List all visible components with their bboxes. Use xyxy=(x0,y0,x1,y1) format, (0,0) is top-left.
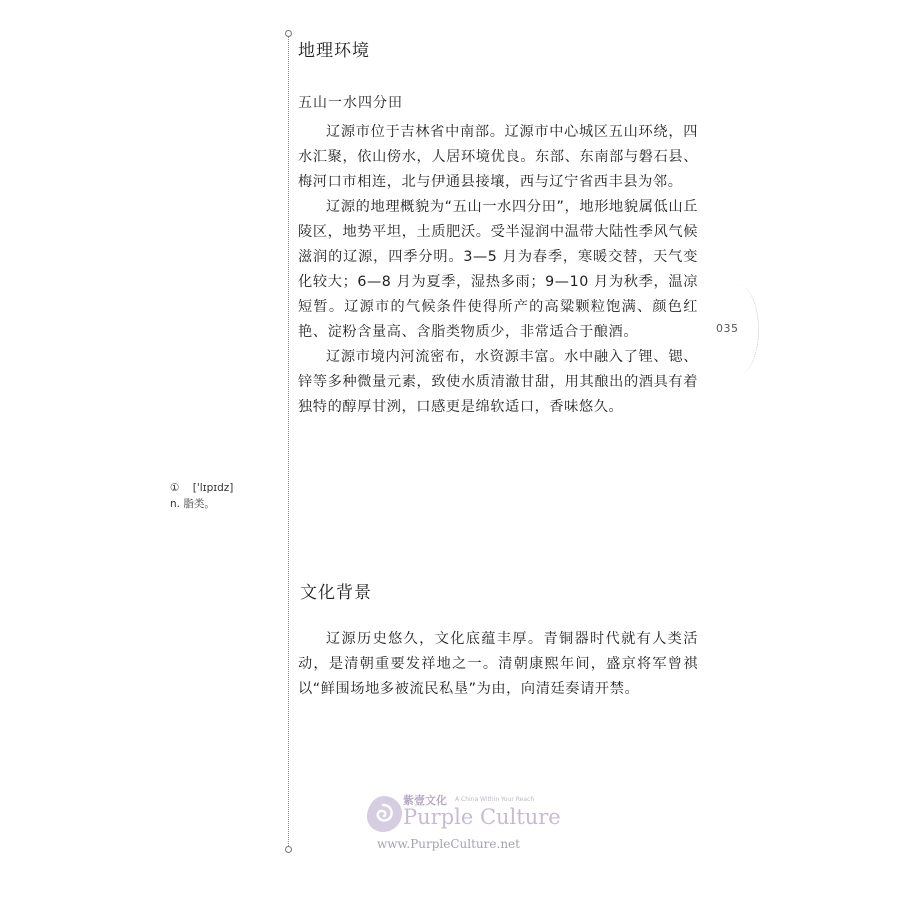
watermark-english: Purple Culture xyxy=(403,805,561,829)
watermark-url: www.PurpleCulture.net xyxy=(377,837,520,851)
watermark-chinese: 紫壹文化 xyxy=(403,794,447,807)
section-title-culture: 文化背景 xyxy=(300,583,372,603)
footnote-definition: n. 脂类。 xyxy=(170,498,215,510)
section-geography xyxy=(298,30,698,420)
page-number: 035 xyxy=(716,322,739,335)
footnote-marker: ① xyxy=(170,482,180,494)
footnote-phonetic: ['lɪpɪdz] xyxy=(192,482,234,494)
paragraph: 辽源的地理概貌为“五山一水四分田”，地形地貌属低山丘陵区，地势平坦，土质肥沃。受半湿润中温带大陆性季风气候滋润的辽源，四季分明。3—5 月为春季，寒暖交替，天气变化较大；6—8 月为夏季，湿热多雨；9—10 月为秋季，温凉短暂。辽源市的气候条件使得所产的高粱颗粒饱满、颜色红艳、淀粉含量高、含脂类物质少，非常适合于酿酒。 xyxy=(298,199,698,340)
watermark xyxy=(355,793,585,855)
divider-bottom-dot xyxy=(285,846,292,853)
margin-divider-line xyxy=(288,36,289,848)
subsection-title: 五山一水四分田 xyxy=(298,95,403,111)
purple-culture-logo-icon xyxy=(363,793,405,835)
paragraph: 辽源市境内河流密布，水资源丰富。水中融入了锂、锶、锌等多种微量元素，致使水质清澈甘甜，用其酿出的酒具有着独特的醇厚甘洌，口感更是绵软适口，香味悠久。 xyxy=(298,349,698,415)
watermark-tagline: A China Within Your Reach xyxy=(455,796,535,803)
paragraph: 辽源市位于吉林省中南部。辽源市中心城区五山环绕，四水汇聚，依山傍水，人居环境优良。东部、东南部与磐石县、梅河口市相连，北与伊通县接壤，西与辽宁省西丰县为邻。 xyxy=(298,124,698,190)
paragraph: 辽源历史悠久，文化底蕴丰厚。青铜器时代就有人类活动，是清朝重要发祥地之一。清朝康熙年间，盛京将军曾祺以“鲜围场地多被流民私垦”为由，向清廷奏请开禁。 xyxy=(298,631,698,697)
divider-top-dot xyxy=(285,30,292,37)
section-title-geography: 地理环境 xyxy=(298,41,370,61)
section-culture xyxy=(298,627,698,702)
footnote xyxy=(170,480,280,512)
